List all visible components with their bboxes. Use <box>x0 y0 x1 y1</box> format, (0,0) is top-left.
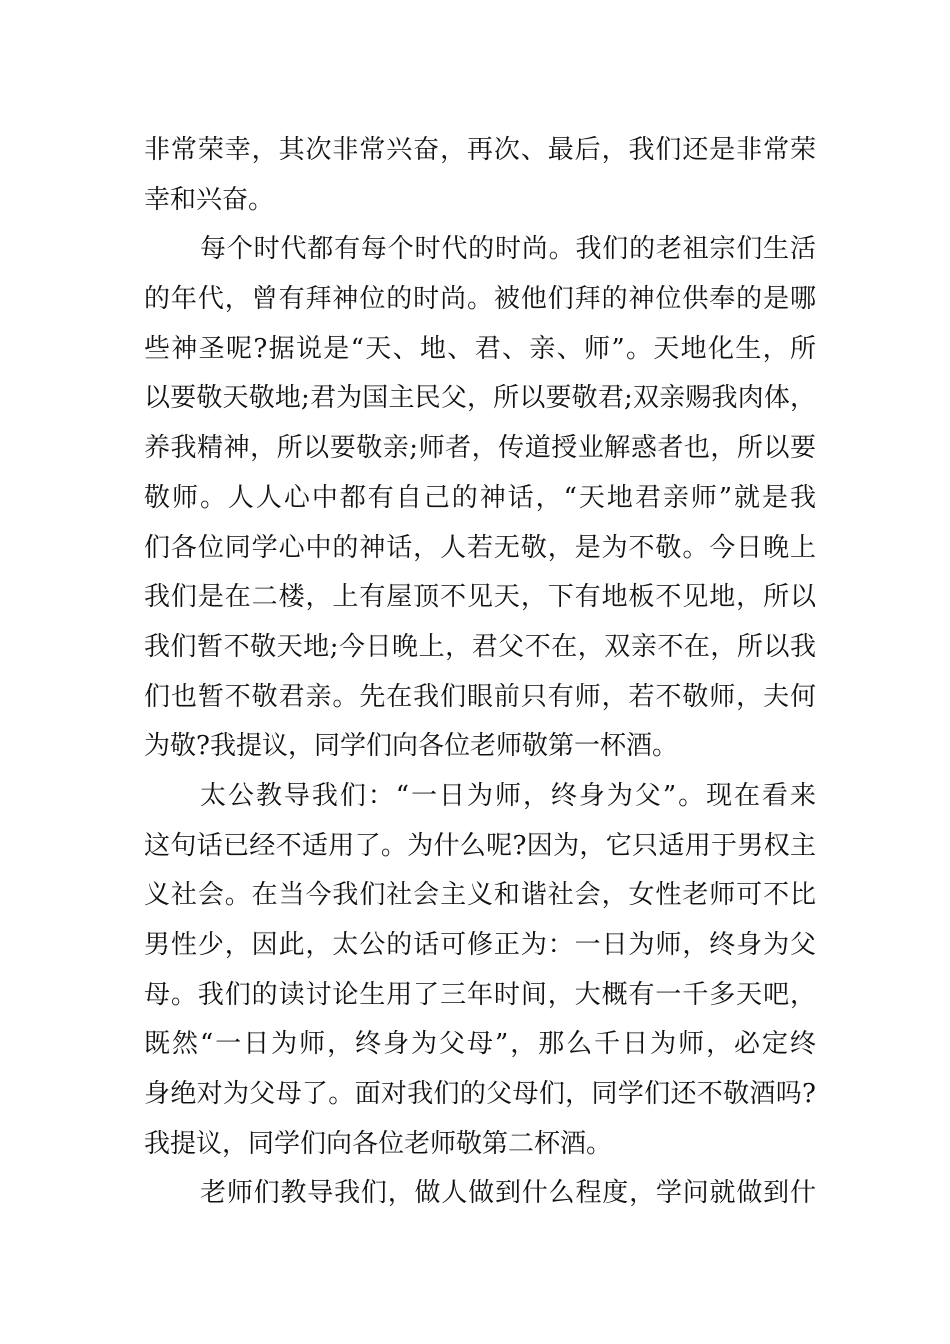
paragraph-line: 以要敬天敬地;君为国主民父，所以要敬君;双亲赐我肉体， <box>144 383 816 414</box>
paragraph-3 <box>144 772 816 1170</box>
paragraph-4 <box>144 1169 816 1219</box>
paragraph-line: 太公教导我们：“一日为师，终身为父”。现在看来 <box>200 780 816 811</box>
paragraph-line: 我们是在二楼，上有屋顶不见天，下有地板不见地，所以 <box>144 582 816 613</box>
paragraph-line: 的年代，曾有拜神位的时尚。被他们拜的神位供奉的是哪 <box>144 284 816 315</box>
paragraph-line: 幸和兴奋。 <box>144 184 275 215</box>
paragraph-line: 这句话已经不适用了。为什么呢?因为，它只适用于男权主 <box>144 830 816 861</box>
document-body <box>144 126 816 1219</box>
paragraph-line: 老师们教导我们，做人做到什么程度，学问就做到什 <box>200 1178 816 1209</box>
paragraph-line: 男性少，因此，太公的话可修正为：一日为师，终身为父 <box>144 930 816 960</box>
paragraph-line: 母。我们的读讨论生用了三年时间，大概有一千多天吧， <box>144 979 816 1010</box>
paragraph-line: 为敬?我提议，同学们向各位老师敬第一杯酒。 <box>144 731 678 762</box>
paragraph-1 <box>144 126 816 225</box>
paragraph-line: 既然“一日为师，终身为父母”，那么千日为师，必定终 <box>144 1029 816 1060</box>
paragraph-line: 我们暂不敬天地;今日晚上，君父不在，双亲不在，所以我 <box>144 631 816 662</box>
paragraph-line: 敬师。人人心中都有自己的神话，“天地君亲师”就是我 <box>144 482 816 513</box>
paragraph-line: 些神圣呢?据说是“天、地、君、亲、师”。天地化生，所 <box>144 333 816 364</box>
paragraph-line: 身绝对为父母了。面对我们的父母们，同学们还不敬酒吗? <box>144 1079 816 1110</box>
paragraph-line: 义社会。在当今我们社会主义和谐社会，女性老师可不比 <box>144 880 816 911</box>
paragraph-2 <box>144 225 816 772</box>
paragraph-line: 我提议，同学们向各位老师敬第二杯酒。 <box>144 1128 613 1159</box>
paragraph-line: 非常荣幸，其次非常兴奋，再次、最后，我们还是非常荣 <box>144 135 816 165</box>
paragraph-line: 养我精神，所以要敬亲;师者，传道授业解惑者也，所以要 <box>144 433 816 464</box>
paragraph-line: 每个时代都有每个时代的时尚。我们的老祖宗们生活 <box>200 234 816 265</box>
paragraph-line: 们也暂不敬君亲。先在我们眼前只有师，若不敬师，夫何 <box>144 681 816 712</box>
paragraph-line: 们各位同学心中的神话，人若无敬，是为不敬。今日晚上 <box>144 532 816 563</box>
